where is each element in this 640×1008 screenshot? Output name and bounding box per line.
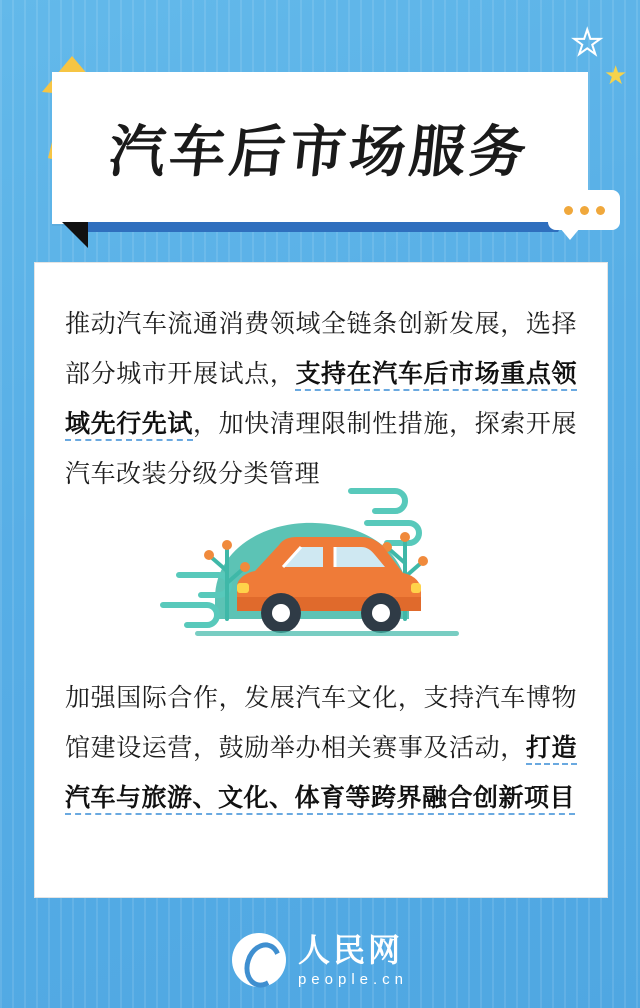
- paragraph-two-part-1: 加强国际合作，发展汽车文化，支持汽车博物馆建设运营，鼓励举办相关赛事及活动，: [65, 684, 577, 762]
- content-card: [34, 262, 608, 898]
- brand-name-en: people.cn: [297, 970, 409, 988]
- wordmark: [297, 931, 409, 988]
- people-cn-logo-icon: [232, 933, 286, 987]
- speech-bubble-icon: [548, 190, 620, 230]
- bubble-dot: [580, 206, 589, 215]
- bubble-dot: [596, 206, 605, 215]
- bubble-dot: [564, 206, 573, 215]
- paragraph-one-part-2: ，加快清理限制性措施，探索开展汽车改装分级分类管理: [65, 410, 577, 488]
- paragraph-one-part-1: 推动汽车流通消费领域全链条创新发展，选择部分城市开展试点，: [65, 310, 577, 388]
- title-corner-mark: [62, 222, 88, 248]
- paragraph-two-highlight: 打造汽车与旅游、文化、体育等跨界融合创新项目: [65, 734, 577, 815]
- paragraph-one: [65, 299, 577, 499]
- car-illustration: [155, 479, 495, 659]
- star-filled-icon: ★: [604, 60, 628, 90]
- paragraph-one-highlight: 支持在汽车后市场重点领域先行先试: [65, 360, 577, 441]
- title-card: [52, 72, 588, 224]
- page-title: 汽车后市场服务: [106, 120, 533, 183]
- footer-logo: [0, 912, 640, 1008]
- star-outline-icon: ★: [572, 24, 603, 62]
- paragraph-two: [65, 673, 577, 823]
- title-underline: [74, 222, 562, 232]
- brand-name-cn: 人民网: [297, 931, 403, 968]
